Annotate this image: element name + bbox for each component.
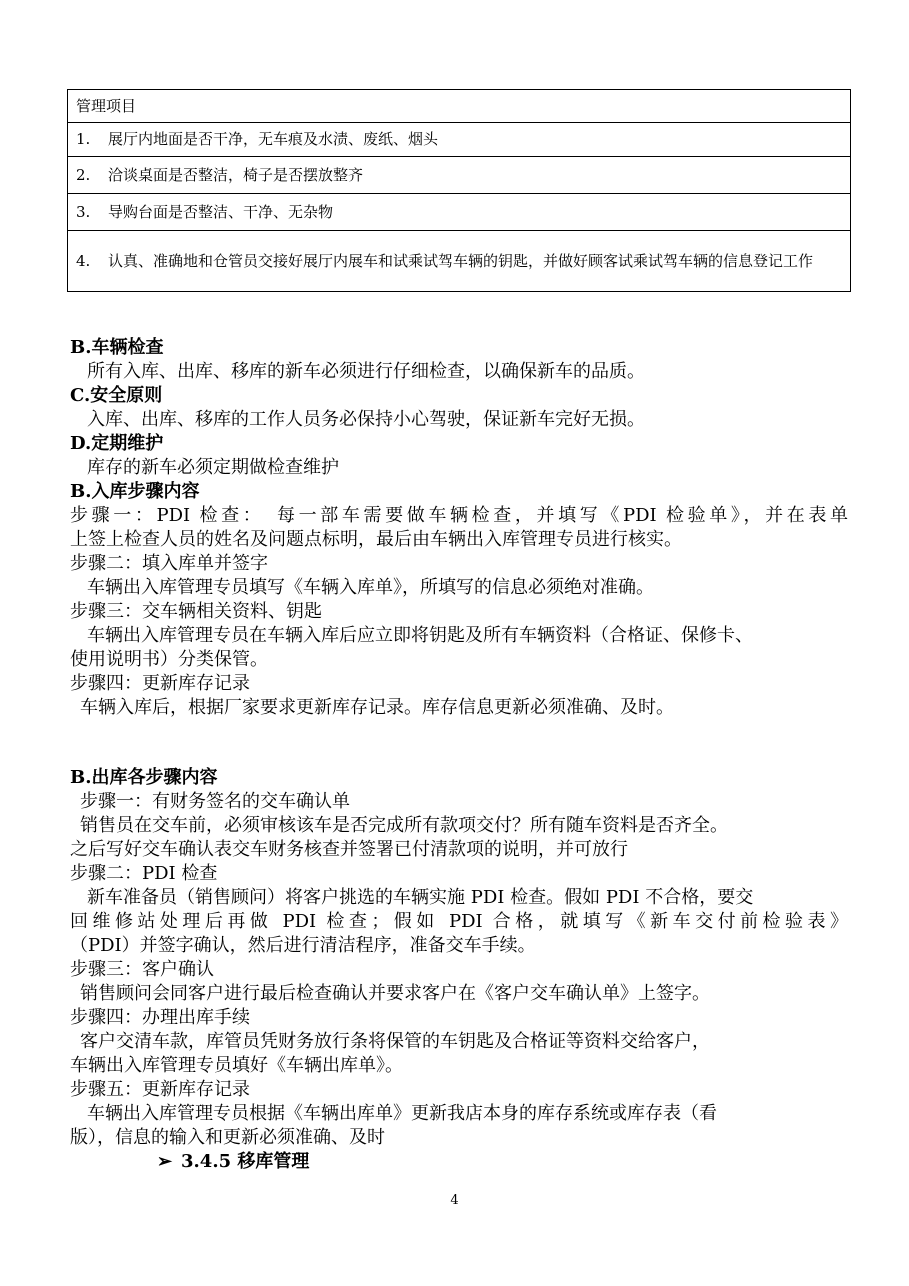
table-row	[68, 123, 851, 157]
outbound-step5-title: 步骤五：更新库存记录	[70, 1079, 250, 1100]
table-row	[68, 231, 851, 292]
outbound-step2-line3: （PDI）并签字确认，然后进行清洁程序，准备交车手续。	[70, 935, 536, 956]
safety-text: 入库、出库、移库的工作人员务必保持小心驾驶，保证新车完好无损。	[87, 409, 645, 430]
outbound-step3-title: 步骤三：客户确认	[70, 959, 214, 980]
inbound-step4-text: 车辆入库后，根据厂家要求更新库存记录。库存信息更新必须准确、及时。	[80, 697, 674, 718]
subheading-text: 3.4.5 移库管理	[181, 1151, 310, 1172]
inbound-steps-heading: B.入库步骤内容	[70, 481, 200, 502]
outbound-step1-line2: 之后写好交车确认表交车财务核查并签署已付清款项的说明，并可放行	[70, 839, 628, 860]
inbound-step2-title: 步骤二：填入库单并签字	[70, 553, 268, 574]
outbound-step4-line1: 客户交清车款，库管员凭财务放行条将保管的车钥匙及合格证等资料交给客户，	[80, 1031, 710, 1052]
outbound-step2-line2: 回维修站处理后再做 PDI 检查；假如 PDI 合格，就填写《新车交付前检验表》	[70, 911, 848, 932]
row-text: 洽谈桌面是否整洁，椅子是否摆放整齐	[108, 165, 364, 184]
maintenance-heading: D.定期维护	[70, 433, 164, 454]
outbound-step5-line1: 车辆出入库管理专员根据《车辆出库单》更新我店本身的库存系统或库存表（看	[87, 1103, 717, 1124]
outbound-step1-line1: 销售员在交车前，必须审核该车是否完成所有款项交付？所有随车资料是否齐全。	[80, 815, 728, 836]
outbound-step5-line2: 版），信息的输入和更新必须准确、及时	[70, 1127, 385, 1148]
arrow-bullet-icon: ➢	[157, 1151, 173, 1172]
section-subheading	[157, 1151, 309, 1173]
safety-heading: C.安全原则	[70, 385, 163, 406]
outbound-step4-title: 步骤四：办理出库手续	[70, 1007, 250, 1028]
inbound-step3-title: 步骤三：交车辆相关资料、钥匙	[70, 601, 322, 622]
page-number: 4	[450, 1193, 459, 1208]
table-header-row	[68, 90, 851, 123]
row-number: 4.	[76, 251, 91, 270]
vehicle-check-text: 所有入库、出库、移库的新车必须进行仔细检查，以确保新车的品质。	[87, 361, 645, 382]
table-row	[68, 194, 851, 231]
row-number: 2.	[76, 165, 91, 184]
maintenance-text: 库存的新车必须定期做检查维护	[87, 457, 339, 478]
inbound-step3-line2: 使用说明书）分类保管。	[70, 649, 268, 670]
inbound-step1-line1: 步骤一：PDI 检查： 每一部车需要做车辆检查，并填写《PDI 检验单》，并在表单	[70, 505, 848, 526]
management-items-table	[67, 89, 851, 292]
row-text: 导购台面是否整洁、干净、无杂物	[108, 202, 334, 221]
inbound-step1-line2: 上签上检查人员的姓名及问题点标明，最后由车辆出入库管理专员进行核实。	[70, 529, 682, 550]
outbound-step1-title: 步骤一：有财务签名的交车确认单	[80, 791, 350, 812]
outbound-step2-line1: 新车准备员（销售顾问）将客户挑选的车辆实施 PDI 检查。假如 PDI 不合格，要交	[87, 887, 754, 908]
row-number: 1.	[76, 130, 91, 148]
outbound-step2-title: 步骤二：PDI 检查	[70, 863, 218, 884]
row-text: 展厅内地面是否干净，无车痕及水渍、废纸、烟头	[108, 130, 439, 148]
table-header-cell: 管理项目	[68, 90, 851, 123]
row-number: 3.	[76, 202, 91, 221]
outbound-steps-heading: B.出库各步骤内容	[70, 767, 218, 788]
outbound-step3-text: 销售顾问会同客户进行最后检查确认并要求客户在《客户交车确认单》上签字。	[80, 983, 710, 1004]
table-row	[68, 157, 851, 194]
inbound-step3-line1: 车辆出入库管理专员在车辆入库后应立即将钥匙及所有车辆资料（合格证、保修卡、	[87, 625, 753, 646]
vehicle-check-heading: B.车辆检查	[70, 337, 164, 358]
outbound-step4-line2: 车辆出入库管理专员填好《车辆出库单》。	[70, 1055, 403, 1076]
row-text: 认真、准确地和仓管员交接好展厅内展车和试乘试驾车辆的钥匙，并做好顾客试乘试驾车辆的信息登记工作	[108, 251, 814, 270]
inbound-step2-text: 车辆出入库管理专员填写《车辆入库单》，所填写的信息必须绝对准确。	[87, 577, 654, 598]
inbound-step4-title: 步骤四：更新库存记录	[70, 673, 250, 694]
